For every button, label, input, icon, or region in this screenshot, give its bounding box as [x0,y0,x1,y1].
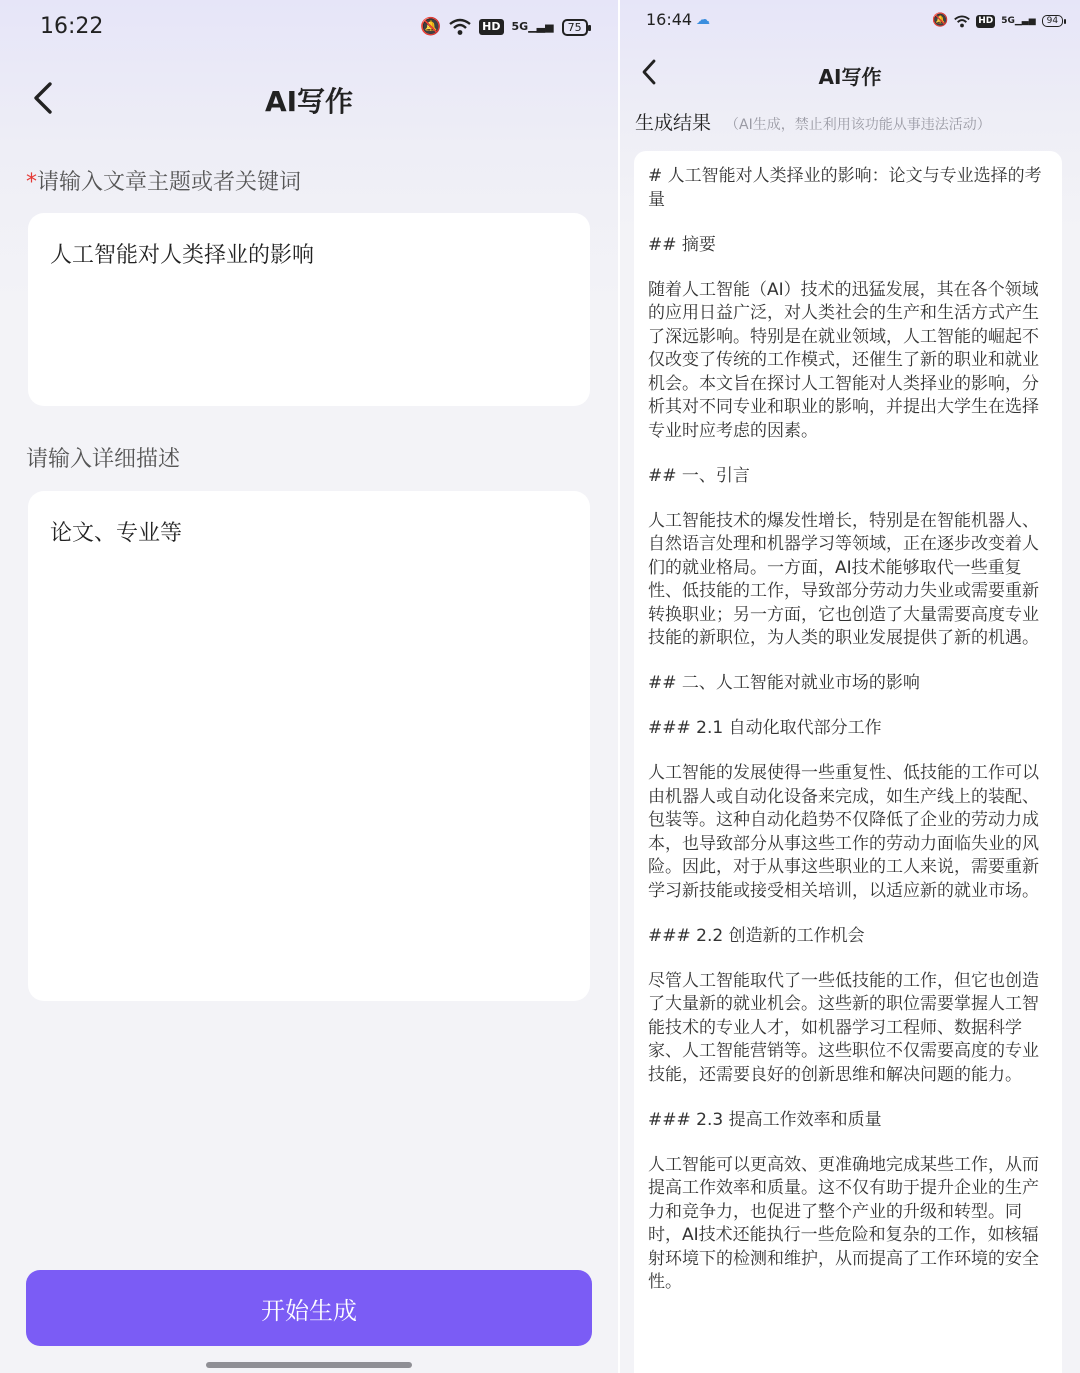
result-paragraph: 尽管人工智能取代了一些低技能的工作，但它也创造了大量新的就业机会。这些新的职位需要掌握人工智能技术的专业人才，如机器学习工程师、数据科学家、人工智能营销等。这些职位不仅需要高度的专业技能，还需要良好的创新思维和解决问题的能力。 [648,970,1039,1085]
result-heading: # 人工智能对人类择业的影响：论文与专业选择的考量 [648,166,1042,210]
battery-icon: 94 [1042,15,1063,27]
mute-bell-icon: 🔕 [420,17,442,37]
details-input[interactable]: 论文、专业等 [28,491,590,1001]
result-heading: ## 摘要 [648,234,716,255]
result-content-card[interactable] [634,151,1062,1373]
wifi-icon [954,15,970,28]
status-icons [420,16,588,38]
result-heading: ### 2.1 自动化取代部分工作 [648,718,882,738]
result-paragraph: 人工智能可以更高效、更准确地完成某些工作，从而提高工作效率和质量。这不仅有助于提升企业的生产力和竞争力，也促进了整个产业的升级和转型。同时，AI技术还能执行一些危险和复杂的工作，如核辐射环境下的检测和维护，从而提高了工作环境的安全性。 [648,1154,1039,1292]
status-time: 16:44 [646,10,693,29]
topic-label: *请输入文章主题或者关键词 [26,170,302,195]
result-header [635,108,991,135]
result-heading: ## 二、人工智能对就业市场的影响 [648,673,920,693]
topic-input[interactable]: 人工智能对人类择业的影响 [28,213,590,406]
status-icons [932,12,1063,30]
result-heading: ## 一、引言 [648,465,750,486]
wifi-icon [449,18,471,36]
result-paragraph: 人工智能的发展使得一些重复性、低技能的工作可以由机器人或自动化设备来完成，如生产线上的装配、包装等。这种自动化趋势不仅降低了企业的劳动力成本，也导致部分从事这些工作的劳动力面临失业的风险。因此，对于从事这些职业的工人来说，需要重新学习新技能或接受相关培训，以适应新的就业市场。 [648,763,1039,901]
battery-icon: 75 [562,19,588,36]
cloud-sync-icon: ☁ [696,12,710,28]
signal-icon: 5G▁▃▅ [1001,16,1036,26]
page-title: AI写作 [818,65,882,89]
result-label: 生成结果 [635,112,712,134]
mute-bell-icon: 🔕 [932,13,949,28]
home-indicator[interactable] [206,1362,412,1368]
details-label: 请输入详细描述 [26,447,181,472]
required-mark: * [26,170,37,195]
right-screen [620,0,1080,1373]
result-heading: ### 2.3 提高工作效率和质量 [648,1109,882,1130]
result-heading: ### 2.2 创造新的工作机会 [648,925,865,946]
page-title: AI写作 [264,85,354,118]
generate-button[interactable]: 开始生成 [26,1270,592,1346]
result-disclaimer: （AI生成，禁止利用该功能从事违法活动） [725,117,991,133]
signal-icon: 5G▁▃▅ [511,20,554,33]
hd-icon: HD [978,15,994,26]
result-paragraph: 人工智能技术的爆发性增长，特别是在智能机器人、自然语言处理和机器学习等领域，正在逐步改变着人们的就业格局。一方面，AI技术能够取代一些重复性、低技能的工作，导致部分劳动力失业或需要重新转换职业；另一方面，它也创造了大量需要高度专业技能的新职位，为人类的职业发展提供了新的机遇。 [648,510,1039,648]
result-paragraph: 随着人工智能（AI）技术的迅猛发展，其在各个领域的应用日益广泛，对人类社会的生产和生活方式产生了深远影响。特别是在就业领域，人工智能的崛起不仅改变了传统的工作模式，还催生了新的职业和就业机会。本文旨在探讨人工智能对人类择业的影响，分析其对不同专业和职业的影响，并提出大学生在选择专业时应考虑的因素。 [648,279,1039,441]
status-time: 16:22 [40,14,104,39]
hd-icon: HD [479,19,503,35]
